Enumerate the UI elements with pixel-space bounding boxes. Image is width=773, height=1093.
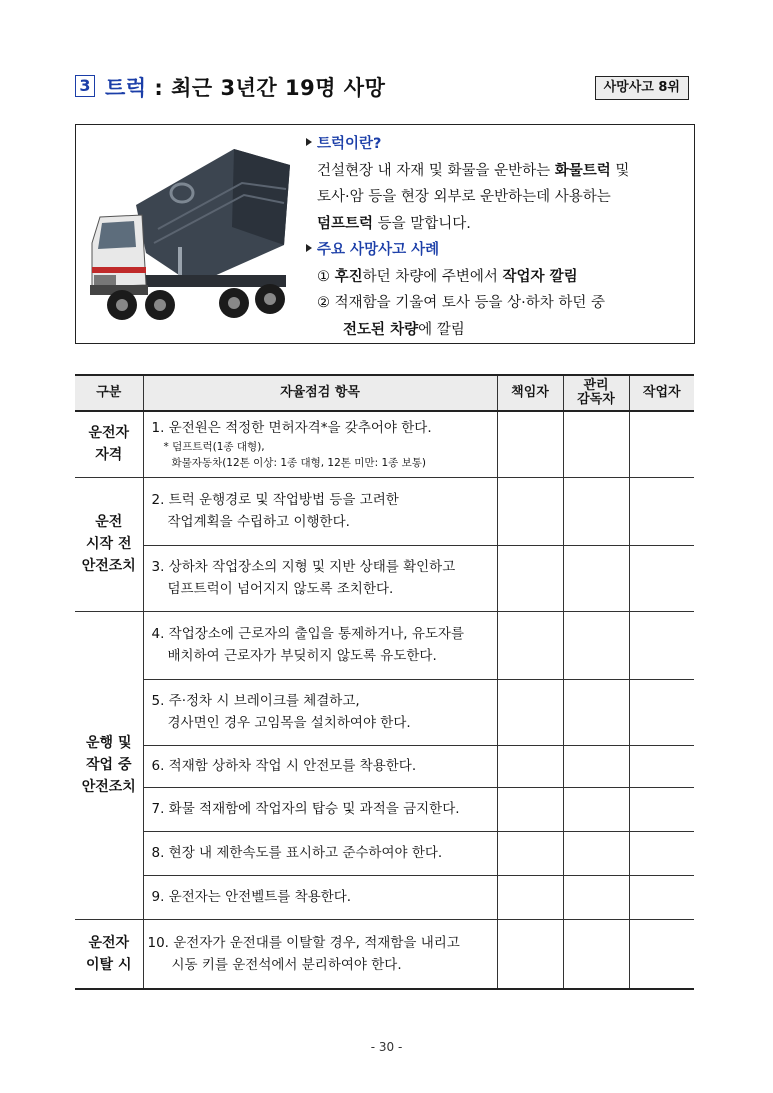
- rank-badge: 사망사고 8위: [595, 76, 689, 100]
- check-worker[interactable]: [629, 545, 694, 611]
- title-main: 트럭: [105, 76, 147, 100]
- header-responsible: 책임자: [497, 375, 563, 411]
- check-supervisor[interactable]: [563, 787, 629, 831]
- check-worker[interactable]: [629, 679, 694, 745]
- definition-heading: 트럭이란?: [306, 131, 690, 158]
- check-supervisor[interactable]: [563, 477, 629, 545]
- check-responsible[interactable]: [497, 477, 563, 545]
- check-worker[interactable]: [629, 745, 694, 787]
- header-supervisor: 관리 감독자: [563, 375, 629, 411]
- definition-line-3: 덤프트럭 등을 말합니다.: [317, 215, 471, 232]
- page-number: - 30 -: [370, 1040, 403, 1054]
- header-category: 구분: [75, 375, 143, 411]
- check-worker[interactable]: [629, 411, 694, 477]
- table-row: [75, 411, 694, 477]
- cases-heading: 주요 사망사고 사례: [306, 237, 690, 264]
- section-title-row: [75, 72, 695, 104]
- check-responsible[interactable]: [497, 545, 563, 611]
- table-row: [75, 545, 694, 611]
- definition-line-1: 건설현장 내 자재 및 화물을 운반하는 화물트럭 및: [317, 162, 630, 179]
- check-responsible[interactable]: [497, 745, 563, 787]
- check-supervisor[interactable]: [563, 745, 629, 787]
- header-worker: 작업자: [629, 375, 694, 411]
- category-during-operation: 운행 및 작업 중 안전조치: [75, 611, 143, 919]
- item-1: 1. 운전원은 적정한 면허자격*을 갖추어야 한다. * 덤프트럭(1종 대형), 화물자동차(12톤 이상: 1종 대형, 12톤 미만: 1종 보통): [143, 411, 497, 477]
- category-driver-qualification: 운전자 자격: [75, 411, 143, 477]
- case-2: ② 적재함을 기울여 토사 등을 상·하차 하던 중: [317, 295, 605, 311]
- check-worker[interactable]: [629, 831, 694, 875]
- category-pre-operation: 운전 시작 전 안전조치: [75, 477, 143, 611]
- check-worker[interactable]: [629, 787, 694, 831]
- check-worker[interactable]: [629, 875, 694, 919]
- item-9: 9. 운전자는 안전벨트를 착용한다.: [143, 875, 497, 919]
- section-title: [105, 72, 385, 102]
- definition-line-2: 토사·암 등을 현장 외부로 운반하는데 사용하는: [317, 189, 611, 205]
- category-driver-leaving: 운전자 이탈 시: [75, 919, 143, 989]
- dump-truck-image: [84, 135, 296, 335]
- table-row: [75, 787, 694, 831]
- check-responsible[interactable]: [497, 831, 563, 875]
- item-10: 10. 운전자가 운전대를 이탈할 경우, 적재함을 내리고 시동 키를 운전석에서 분리하여야 한다.: [143, 919, 497, 989]
- case-1: ① 후진하던 차량에 주변에서 작업자 깔림: [317, 268, 578, 285]
- section-number-box: 3: [75, 75, 95, 97]
- table-row: [75, 875, 694, 919]
- check-supervisor[interactable]: [563, 831, 629, 875]
- check-worker[interactable]: [629, 477, 694, 545]
- triangle-bullet-icon: [306, 244, 312, 252]
- triangle-bullet-icon: [306, 138, 312, 146]
- check-responsible[interactable]: [497, 919, 563, 989]
- table-row: [75, 831, 694, 875]
- title-rest: : 최근 3년간 19명 사망: [154, 76, 386, 100]
- check-worker[interactable]: [629, 919, 694, 989]
- check-responsible[interactable]: [497, 875, 563, 919]
- check-responsible[interactable]: [497, 611, 563, 679]
- check-supervisor[interactable]: [563, 875, 629, 919]
- item-8: 8. 현장 내 제한속도를 표시하고 준수하여야 한다.: [143, 831, 497, 875]
- item-5: 5. 주·정차 시 브레이크를 체결하고, 경사면인 경우 고임목을 설치하여야 한다.: [143, 679, 497, 745]
- check-responsible[interactable]: [497, 679, 563, 745]
- table-row: [75, 745, 694, 787]
- check-supervisor[interactable]: [563, 545, 629, 611]
- table-row: [75, 679, 694, 745]
- case-2-cont: 전도된 차량에 깔림: [343, 321, 465, 338]
- self-inspection-table: [75, 374, 694, 990]
- check-responsible[interactable]: [497, 787, 563, 831]
- header-item: 자율점검 항목: [143, 375, 497, 411]
- table-row: [75, 477, 694, 545]
- table-row: [75, 919, 694, 989]
- item-7: 7. 화물 적재함에 작업자의 탑승 및 과적을 금지한다.: [143, 787, 497, 831]
- info-box: [75, 124, 695, 344]
- table-row: [75, 611, 694, 679]
- info-text: [306, 131, 690, 343]
- check-responsible[interactable]: [497, 411, 563, 477]
- item-4: 4. 작업장소에 근로자의 출입을 통제하거나, 유도자를 배치하여 근로자가 부딪히지 않도록 유도한다.: [143, 611, 497, 679]
- table-header-row: [75, 375, 694, 411]
- check-worker[interactable]: [629, 611, 694, 679]
- check-supervisor[interactable]: [563, 411, 629, 477]
- check-supervisor[interactable]: [563, 679, 629, 745]
- item-3: 3. 상하차 작업장소의 지형 및 지반 상태를 확인하고 덤프트럭이 넘어지지 않도록 조치한다.: [143, 545, 497, 611]
- check-supervisor[interactable]: [563, 919, 629, 989]
- item-2: 2. 트럭 운행경로 및 작업방법 등을 고려한 작업계획을 수립하고 이행한다.: [143, 477, 497, 545]
- item-6: 6. 적재함 상하차 작업 시 안전모를 착용한다.: [143, 745, 497, 787]
- check-supervisor[interactable]: [563, 611, 629, 679]
